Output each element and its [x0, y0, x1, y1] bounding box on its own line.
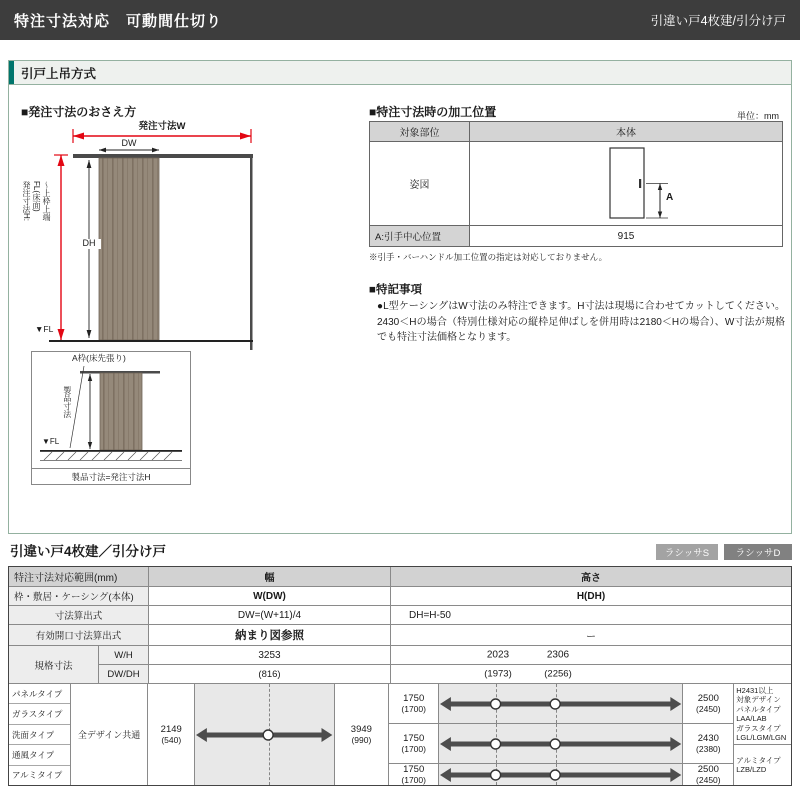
height-min-sub: (1700)	[401, 775, 426, 785]
spec-header-row	[9, 567, 791, 587]
note-line: LZB/LZD	[736, 765, 767, 775]
note-line: アルミタイプ	[736, 755, 781, 765]
section-title: 引戸上吊方式	[21, 66, 97, 81]
door-handle-mark	[639, 179, 641, 188]
door-panel	[100, 373, 142, 450]
standard-wh-row	[99, 646, 791, 665]
height-min-value	[389, 724, 439, 763]
opening-width-value: 納まり図参照	[149, 625, 391, 646]
note-line: LGL/LGM/LGN	[736, 732, 787, 742]
side-frame-line	[250, 154, 253, 350]
height-min-sub: (1700)	[401, 704, 426, 714]
note-line: H2431以上	[736, 686, 774, 695]
door-outline-drawing	[470, 142, 783, 226]
sub-label-wh: W/H	[99, 646, 149, 665]
col-header-part: 対象部位	[370, 122, 470, 141]
height-max: 2500	[697, 764, 719, 775]
remarks-body: ●L型ケーシングはW寸法のみ特注できます。H寸法は現場に合わせてカットしてください。2430＜Hの場合（特別仕様対応の縦枠足伸ばしを併用時は2180＜Hの場合）、W寸法が規格でも特注寸法価格となります。	[377, 301, 785, 343]
height-header: 高さ	[391, 567, 791, 587]
type-row-label: 洗面タイプ	[9, 725, 70, 745]
dimension-h-arrow	[54, 155, 68, 340]
ordering-heading: ■発注寸法のおさえ方	[21, 105, 137, 119]
height-min: 1750	[403, 693, 425, 704]
door-panel	[99, 158, 159, 340]
note-line: パネルタイプ	[736, 704, 781, 714]
processing-table-value-row	[370, 226, 782, 246]
width-max-sub: (990)	[351, 735, 372, 745]
width-max-value	[335, 684, 390, 785]
standard-width-dwdh: (816)	[149, 665, 391, 684]
note-line: 対象デザイン	[736, 695, 781, 705]
height-max-value	[683, 684, 733, 723]
dim-label-h-main: 発注寸法H:	[22, 181, 31, 221]
floor-hatch	[40, 452, 182, 461]
dim-label-dh: DH	[77, 239, 101, 249]
height-range-arrow	[439, 736, 682, 752]
opening-height-value: ー	[391, 625, 791, 646]
height-range-diagram	[439, 684, 683, 723]
floor-level-label: ▼FL	[35, 324, 54, 334]
height-range-diagram	[439, 764, 683, 785]
floor-level-label: ▼FL	[42, 437, 60, 446]
top-header-bar	[0, 0, 800, 40]
sub-label-dwdh: DW/DH	[99, 665, 149, 684]
height-range-arrow	[439, 696, 682, 712]
height-range-row-aluminum	[389, 764, 733, 785]
standard-height-value-1: 2023	[486, 649, 510, 661]
ordering-dimension-diagram	[21, 123, 361, 355]
spec-table	[8, 566, 792, 786]
height-max-sub: (2450)	[696, 704, 721, 714]
product-dimension-caption: 製品寸法=発注寸法H	[32, 468, 190, 484]
page-title: 特注寸法対応 可動間仕切り	[14, 12, 223, 30]
width-min: 2149	[160, 724, 182, 735]
formula-height-value: DH=H-50	[391, 606, 791, 625]
height-min-value	[389, 684, 439, 723]
product-dimension-arrow	[88, 374, 92, 449]
floor-line	[40, 450, 182, 452]
figure-row-label: 姿図	[370, 142, 470, 225]
type-label-column	[9, 684, 71, 785]
section-title-bar	[9, 61, 791, 85]
a-frame-leader-line	[70, 366, 84, 448]
height-range-diagram	[439, 724, 683, 763]
section-content	[9, 85, 791, 533]
dim-label-h-sub2: ～上枠上端	[42, 181, 51, 221]
frame-width-value: W(DW)	[149, 587, 391, 606]
height-range-arrow	[439, 767, 682, 783]
standard-height-wh	[391, 646, 791, 665]
width-min-value	[148, 684, 195, 785]
width-header: 幅	[149, 567, 391, 587]
processing-table-figure-row	[370, 142, 782, 226]
type-row-label: パネルタイプ	[9, 684, 70, 704]
formula-width-value: DW=(W+11)/4	[149, 606, 391, 625]
height-max-sub: (2380)	[696, 744, 721, 754]
upper-track	[73, 154, 253, 158]
common-design-label: 全デザイン共通	[71, 684, 149, 785]
height-range-row-panel-glass	[389, 684, 733, 724]
remarks-heading: ■特記事項	[369, 284, 422, 296]
dim-label-dw: DW	[121, 138, 137, 148]
standard-height-dwdh	[391, 665, 791, 684]
handle-center-value: 915	[617, 230, 635, 242]
door-elevation-drawing	[21, 123, 361, 355]
processing-note: ※引手・バーハンドル加工位置の指定は対応しておりません。	[369, 252, 608, 262]
note-line: LAA/LAB	[736, 714, 767, 724]
side-notes-column	[734, 684, 791, 785]
height-min: 1750	[403, 764, 425, 775]
a-frame-label: A枠(床先張り)	[72, 353, 126, 363]
door-outline	[610, 148, 644, 218]
height-range-column	[389, 684, 734, 785]
product-dimension-drawing	[32, 352, 190, 469]
standard-size-block	[9, 646, 791, 684]
type-row-label: アルミタイプ	[12, 770, 63, 781]
tab-lasissa-s[interactable]: ラシッサS	[656, 544, 718, 560]
standard-height-sub-2: (2256)	[544, 668, 572, 680]
height-max-sub: (2450)	[696, 775, 721, 785]
type-row-label: ガラスタイプ	[9, 704, 70, 724]
formula-row-label: 寸法算出式	[9, 606, 149, 625]
dim-label-a: A	[666, 192, 674, 203]
height-min-value	[389, 764, 439, 785]
standard-width-wh: 3253	[149, 646, 391, 665]
product-dimension-label: 製品寸法	[62, 386, 72, 418]
processing-heading: ■特注寸法時の加工位置	[369, 105, 497, 119]
h2431-design-note	[734, 684, 791, 745]
standard-size-label: 規格寸法	[9, 646, 99, 684]
tab-lasissa-d[interactable]: ラシッサD	[724, 544, 792, 560]
type-range-block	[9, 684, 791, 785]
spec-table-title: 引違い戸4枚建／引分け戸	[10, 544, 167, 559]
extension-lines	[646, 184, 668, 219]
width-range-diagram	[195, 684, 334, 785]
height-max-value	[683, 724, 733, 763]
standard-height-sub-1: (1973)	[484, 668, 512, 680]
processing-position-table	[369, 121, 783, 247]
frame-height-value: H(DH)	[391, 587, 791, 606]
formula-row	[9, 606, 791, 625]
frame-row-label: 枠・敷居・ケーシング(本体)	[9, 587, 149, 606]
page-subtitle: 引違い戸4枚建/引分け戸	[650, 14, 786, 28]
height-min: 1750	[403, 733, 425, 744]
width-min-sub: (540)	[161, 735, 182, 745]
frame-row	[9, 587, 791, 606]
opening-row	[9, 625, 791, 646]
unit-label: 単位：mm	[737, 111, 779, 121]
figure-cell	[470, 142, 782, 225]
product-dimension-diagram	[31, 351, 191, 485]
col-header-body: 本体	[616, 128, 636, 139]
dim-label-h	[21, 181, 51, 321]
aluminum-design-note	[734, 745, 791, 785]
standard-height-value-2: 2306	[546, 649, 570, 661]
dim-label-h-sub1: FL(床面)	[32, 181, 41, 212]
height-max-value	[683, 764, 733, 785]
section-hanging-method	[8, 60, 792, 534]
height-range-row-washroom-vent	[389, 724, 733, 764]
floor-line	[49, 340, 253, 342]
opening-row-label: 有効開口寸法算出式	[9, 625, 149, 646]
height-max: 2500	[697, 693, 719, 704]
note-line: ガラスタイプ	[736, 723, 781, 733]
height-max: 2430	[697, 733, 719, 744]
handle-center-label: A:引手中心位置	[370, 226, 470, 246]
dimension-a-arrow	[658, 184, 662, 219]
type-row-label: 通風タイプ	[9, 745, 70, 765]
width-range-arrow	[195, 727, 333, 743]
dimension-dh-arrow	[87, 160, 92, 338]
dim-label-w: 発注寸法W	[138, 121, 186, 132]
range-header: 特注寸法対応範囲(mm)	[9, 567, 149, 587]
width-max: 3949	[350, 724, 372, 735]
title-accent-bar	[9, 61, 14, 84]
processing-table-header	[370, 122, 782, 142]
standard-dwdh-row	[99, 665, 791, 684]
height-min-sub: (1700)	[401, 744, 426, 754]
